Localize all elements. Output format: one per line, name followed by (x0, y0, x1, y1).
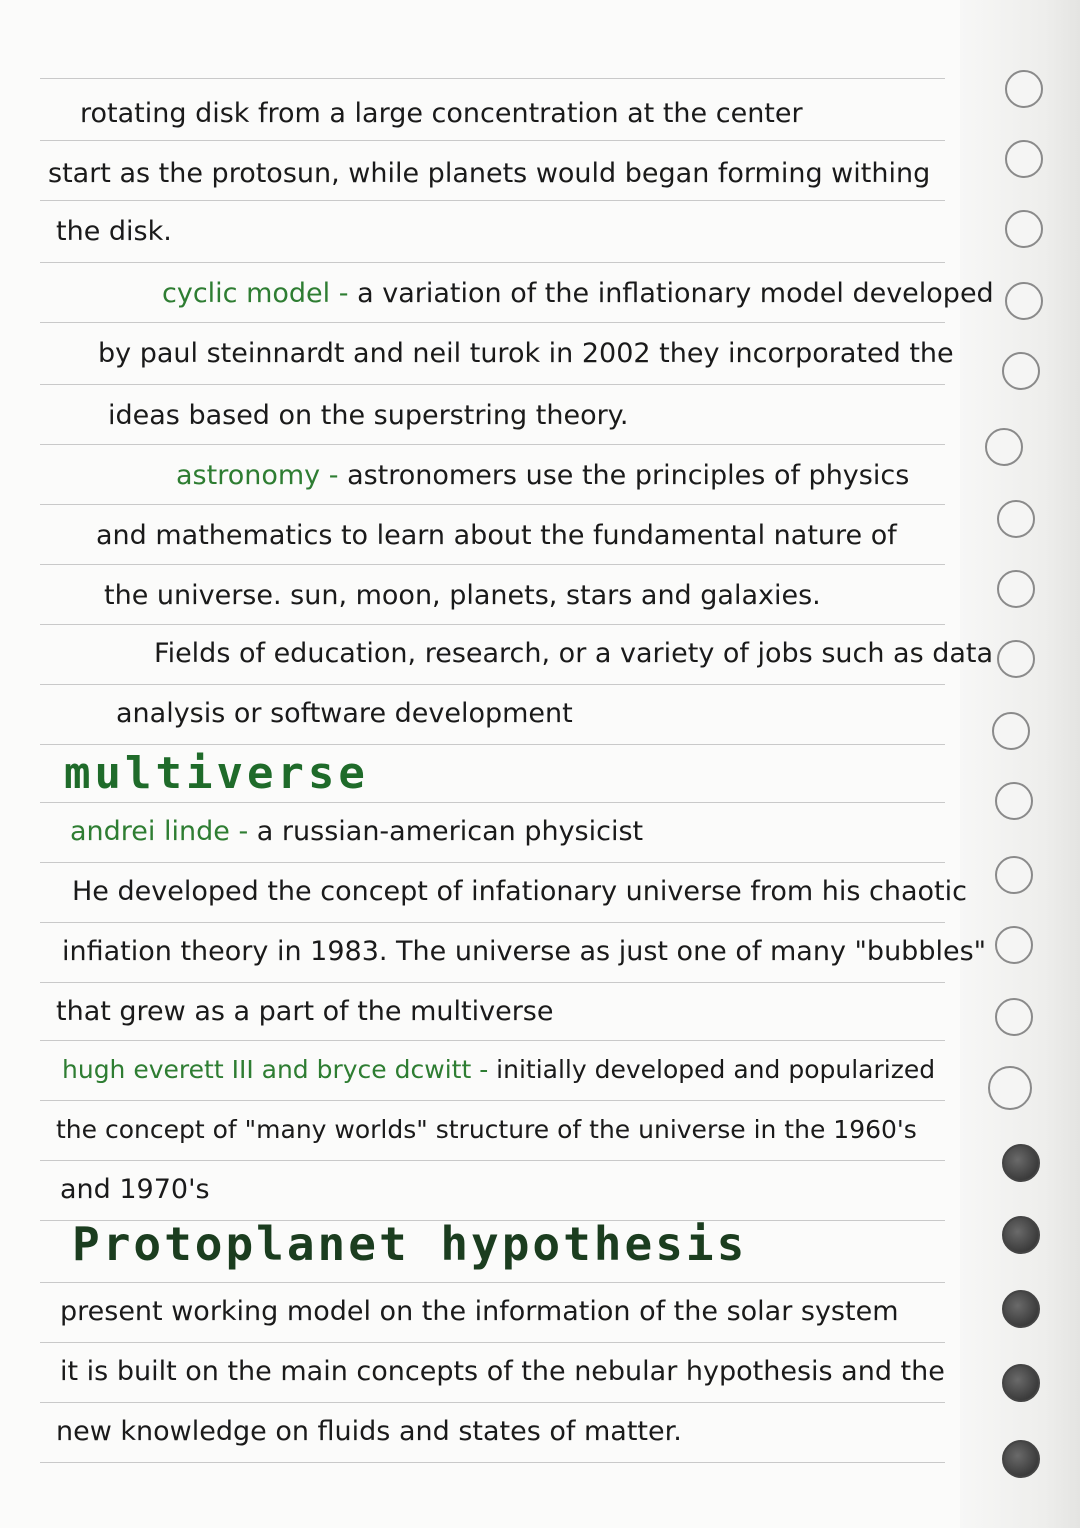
term-label: hugh everett III and bryce dcwitt - (62, 1055, 489, 1084)
ruled-line (40, 982, 945, 983)
ruled-line (40, 1462, 945, 1463)
note-line: and mathematics to learn about the fundamental nature of (96, 520, 897, 551)
note-line: hugh everett III and bryce dcwitt - initially developed and popularized (62, 1055, 936, 1084)
note-line: by paul steinnardt and neil turok in 2002 they incorporated the (98, 338, 954, 369)
note-line: it is built on the main concepts of the nebular hypothesis and the (60, 1356, 945, 1387)
ruled-line (40, 1342, 945, 1343)
ruled-line (40, 262, 945, 263)
note-line: the concept of "many worlds" structure of the universe in the 1960's (56, 1115, 917, 1144)
note-line: cyclic model - a variation of the inflationary model developed (162, 278, 994, 309)
binder-hole (1005, 140, 1043, 178)
ruled-line (40, 1160, 945, 1161)
binder-hole (1002, 1216, 1040, 1254)
heading-protoplanet-hypothesis: Protoplanet hypothesis (72, 1217, 748, 1271)
ruled-line (40, 322, 945, 323)
ruled-line (40, 744, 945, 745)
ruled-line (40, 922, 945, 923)
note-line: the disk. (56, 216, 172, 247)
ruled-line (40, 802, 945, 803)
ruled-line (40, 1040, 945, 1041)
note-line: the universe. sun, moon, planets, stars and galaxies. (104, 580, 821, 611)
note-line: new knowledge on fluids and states of matter. (56, 1416, 682, 1447)
term-label: andrei linde - (70, 816, 249, 847)
note-line: andrei linde - a russian-american physicist (70, 816, 644, 847)
note-line: ideas based on the superstring theory. (108, 400, 629, 431)
term-label: cyclic model - (162, 278, 349, 309)
heading-multiverse: multiverse (64, 748, 369, 799)
note-line: He developed the concept of infationary universe from his chaotic (72, 876, 967, 907)
note-line: start as the protosun, while planets would began forming withing (48, 158, 931, 189)
note-line: Fields of education, research, or a variety of jobs such as data (154, 638, 994, 669)
ruled-line (40, 1100, 945, 1101)
note-line: infiation theory in 1983. The universe as just one of many "bubbles" (62, 936, 987, 967)
note-line: rotating disk from a large concentration at the center (80, 98, 803, 129)
note-line: analysis or software development (116, 698, 573, 729)
ruled-line (40, 1282, 945, 1283)
ruled-line (40, 444, 945, 445)
note-line: astronomy - astronomers use the principles of physics (176, 460, 910, 491)
note-line: and 1970's (60, 1174, 210, 1205)
ruled-line (40, 862, 945, 863)
ruled-line (40, 1402, 945, 1403)
ruled-line (40, 564, 945, 565)
ruled-line (40, 684, 945, 685)
note-line: that grew as a part of the multiverse (56, 996, 554, 1027)
ruled-line (40, 504, 945, 505)
ruled-line (40, 78, 945, 79)
ruled-line (40, 624, 945, 625)
ruled-line (40, 384, 945, 385)
note-line: present working model on the information of the solar system (60, 1296, 899, 1327)
term-label: astronomy - (176, 460, 339, 491)
